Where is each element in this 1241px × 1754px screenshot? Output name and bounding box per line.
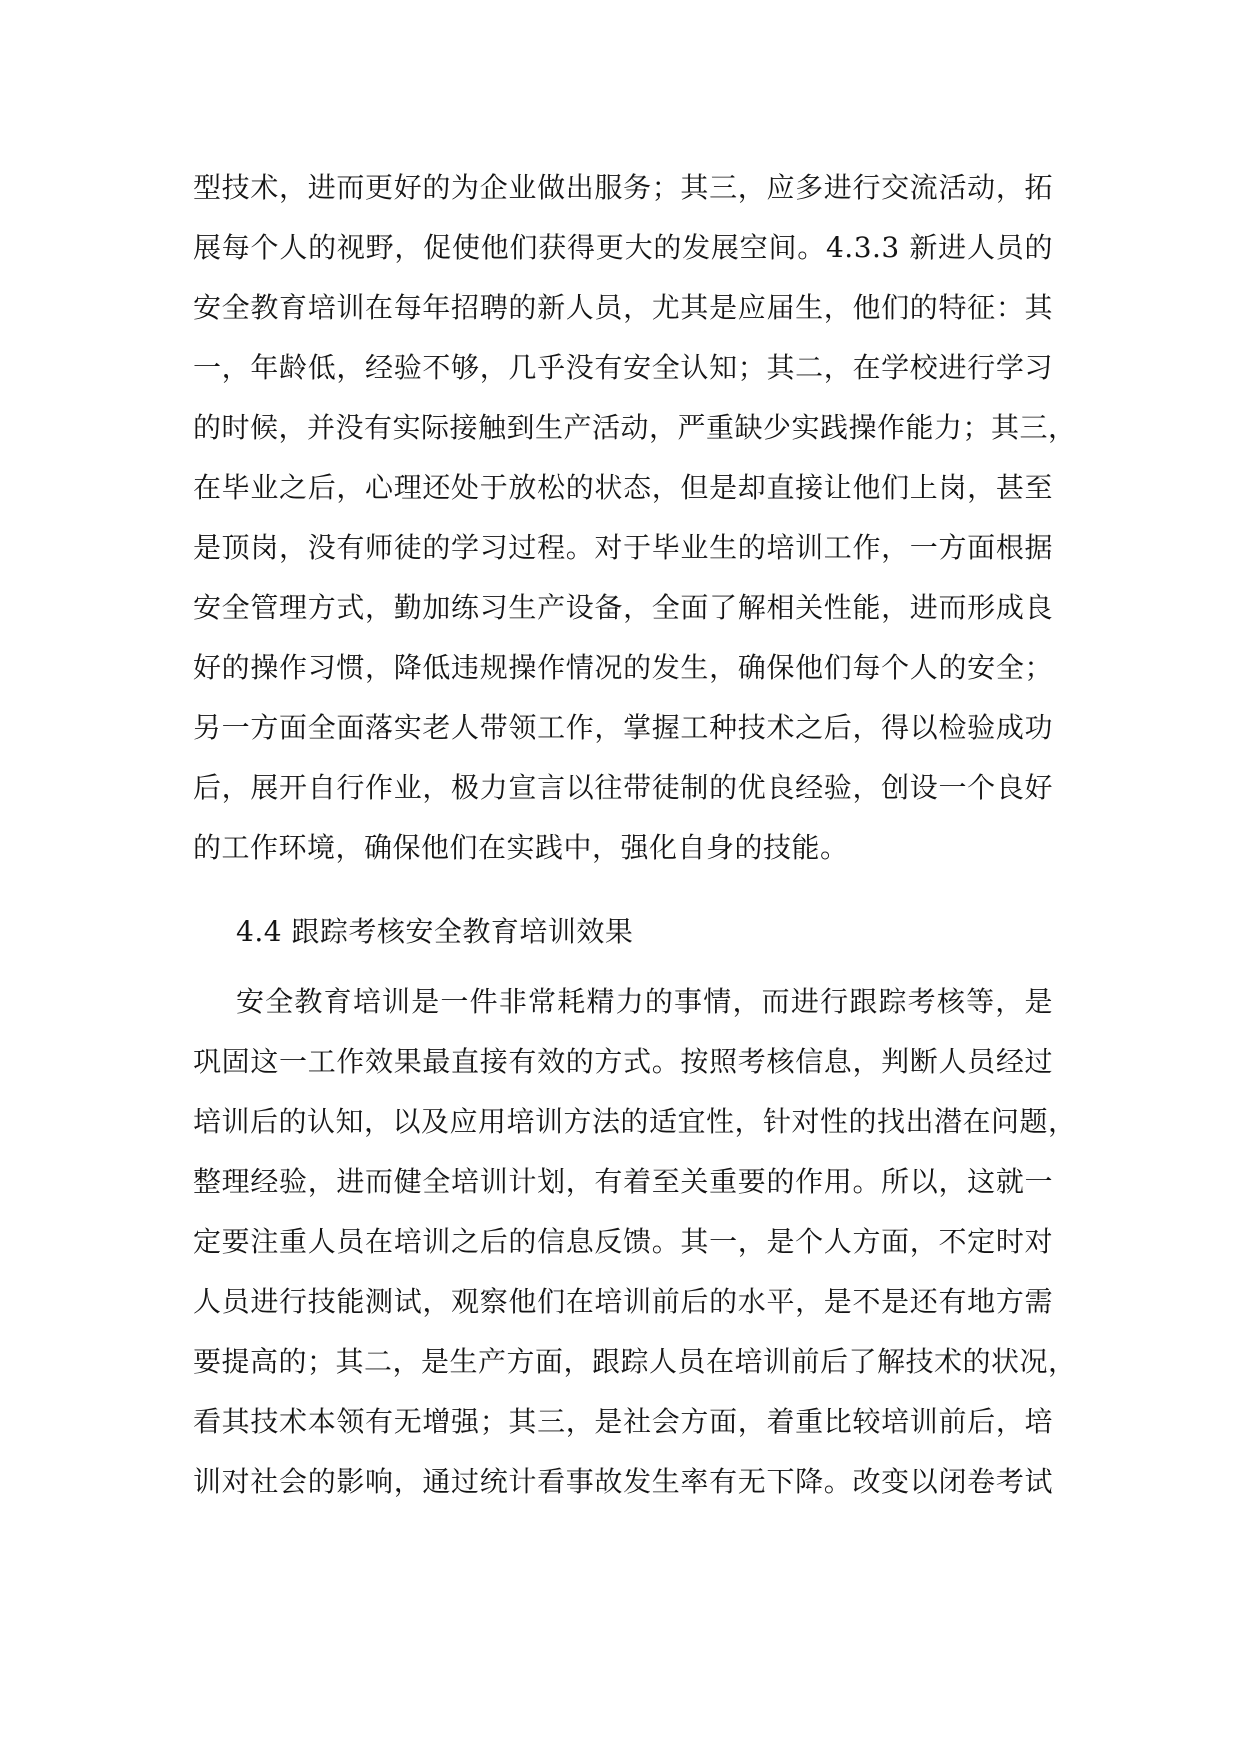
text-line: 要提高的；其二，是生产方面，跟踪人员在培训前后了解技术的状况，: [193, 1345, 1077, 1378]
text-line: 型技术，进而更好的为企业做出服务；其三，应多进行交流活动，拓: [193, 171, 1053, 204]
text-line: 安全管理方式，勤加练习生产设备，全面了解相关性能，进而形成良: [193, 591, 1053, 624]
text-line: 另一方面全面落实老人带领工作，掌握工种技术之后，得以检验成功: [193, 711, 1053, 744]
text-line: 一，年龄低，经验不够，几乎没有安全认知；其二，在学校进行学习: [193, 351, 1053, 384]
text-line: 安全教育培训是一件非常耗精力的事情，而进行跟踪考核等，是: [236, 985, 1053, 1018]
text-line: 安全教育培训在每年招聘的新人员，尤其是应届生，他们的特征：其: [193, 291, 1053, 324]
text-line: 的时候，并没有实际接触到生产活动，严重缺少实践操作能力；其三，: [193, 411, 1077, 444]
text-line: 在毕业之后，心理还处于放松的状态，但是却直接让他们上岗，甚至: [193, 471, 1053, 504]
text-line: 看其技术本领有无增强；其三，是社会方面，着重比较培训前后，培: [193, 1405, 1053, 1438]
text-line: 整理经验，进而健全培训计划，有着至关重要的作用。所以，这就一: [193, 1165, 1053, 1198]
text-line: 展每个人的视野，促使他们获得更大的发展空间。4.3.3 新进人员的: [193, 231, 1053, 264]
text-line: 训对社会的影响，通过统计看事故发生率有无下降。改变以闭卷考试: [193, 1465, 1053, 1498]
text-line: 定要注重人员在培训之后的信息反馈。其一，是个人方面，不定时对: [193, 1225, 1053, 1258]
text-line: 巩固这一工作效果最直接有效的方式。按照考核信息，判断人员经过: [193, 1045, 1053, 1078]
text-line: 培训后的认知，以及应用培训方法的适宜性，针对性的找出潜在问题，: [193, 1105, 1077, 1138]
text-line: 是顶岗，没有师徒的学习过程。对于毕业生的培训工作，一方面根据: [193, 531, 1053, 564]
text-line: 好的操作习惯，降低违规操作情况的发生，确保他们每个人的安全；: [193, 651, 1053, 684]
text-line: 后，展开自行作业，极力宣言以往带徒制的优良经验，创设一个良好: [193, 771, 1053, 804]
text-line: 人员进行技能测试，观察他们在培训前后的水平，是不是还有地方需: [193, 1285, 1053, 1318]
text-line: 的工作环境，确保他们在实践中，强化自身的技能。: [193, 831, 849, 864]
section-heading: 4.4 跟踪考核安全教育培训效果: [236, 915, 634, 948]
